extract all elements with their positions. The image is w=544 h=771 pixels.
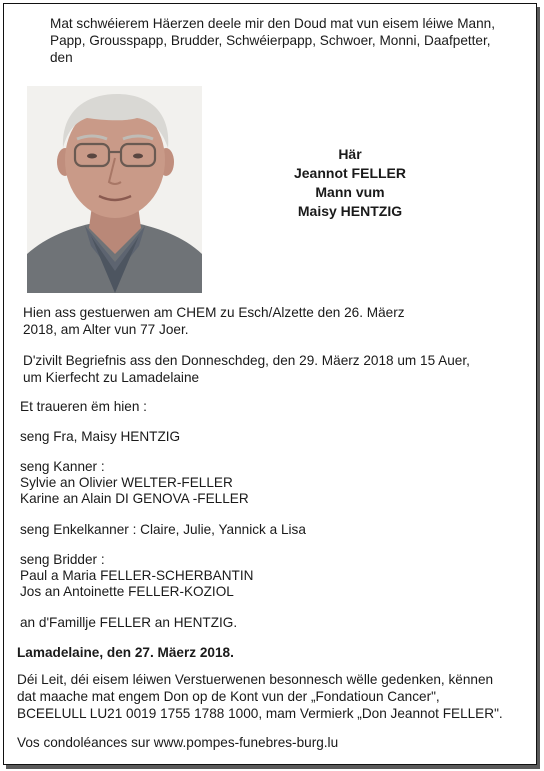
- sibling-line-1: Paul a Maria FELLER-SCHERBANTIN: [20, 568, 254, 583]
- name-title: Här: [338, 146, 362, 162]
- donation-line-3: BCEELULL LU21 0019 1755 1788 1000, mam Vermierk „Don Jeannot FELLER".: [17, 706, 503, 721]
- mourners-heading: Et traueren ëm hien :: [20, 399, 147, 414]
- children-heading: seng Kanner :: [20, 459, 105, 474]
- deceased-name: Jeannot FELLER: [293, 165, 406, 181]
- spouse-name: Maisy HENTZIG: [297, 203, 403, 219]
- intro-line-2: Papp, Grousspapp, Brudder, Schwéierpapp, Schwoer, Monni, Daafpetter,: [50, 33, 491, 48]
- sibling-line-2: Jos an Antoinette FELLER-KOZIOL: [20, 584, 234, 599]
- intro-line-1: Mat schwéierem Häerzen deele mir den Doud mat vun eisem léiwe Mann,: [50, 16, 496, 31]
- child-line-2: Karine an Alain DI GENOVA -FELLER: [20, 491, 249, 506]
- donation-line-2: dat maache mat engem Don op de Kont vun der „Fondatioun Cancer",: [17, 689, 440, 704]
- siblings-heading: seng Bridder :: [20, 552, 105, 567]
- grandchildren-line: seng Enkelkanner : Claire, Julie, Yannick a Lisa: [20, 522, 306, 537]
- child-line-1: Sylvie an Olivier WELTER-FELLER: [20, 475, 233, 490]
- wife-line: seng Fra, Maisy HENTZIG: [20, 429, 181, 444]
- place-date: Lamadelaine, den 27. Mäerz 2018.: [17, 645, 234, 660]
- families-line: an d'Famillje FELLER an HENTZIG.: [20, 615, 238, 630]
- funeral-line-1: D'zivilt Begriefnis ass den Donneschdeg, den 29. Mäerz 2018 um 15 Auer,: [23, 353, 470, 368]
- donation-line-1: Déi Leit, déi eisem léiwen Verstuerwenen besonnesch wëlle gedenken, kënnen: [17, 672, 494, 687]
- funeral-line-2: um Kierfecht zu Lamadelaine: [23, 370, 200, 385]
- intro-line-3: den: [50, 50, 73, 65]
- deceased-name-block: [260, 145, 440, 221]
- death-line-1: Hien ass gestuerwen am CHEM zu Esch/Alzette den 26. Mäerz: [23, 305, 405, 320]
- spouse-relation: Mann vum: [315, 184, 385, 200]
- condolences-line: Vos condoléances sur www.pompes-funebres-burg.lu: [17, 735, 339, 750]
- portrait-photo: [27, 86, 202, 293]
- death-line-2: 2018, am Alter vun 77 Joer.: [23, 322, 189, 337]
